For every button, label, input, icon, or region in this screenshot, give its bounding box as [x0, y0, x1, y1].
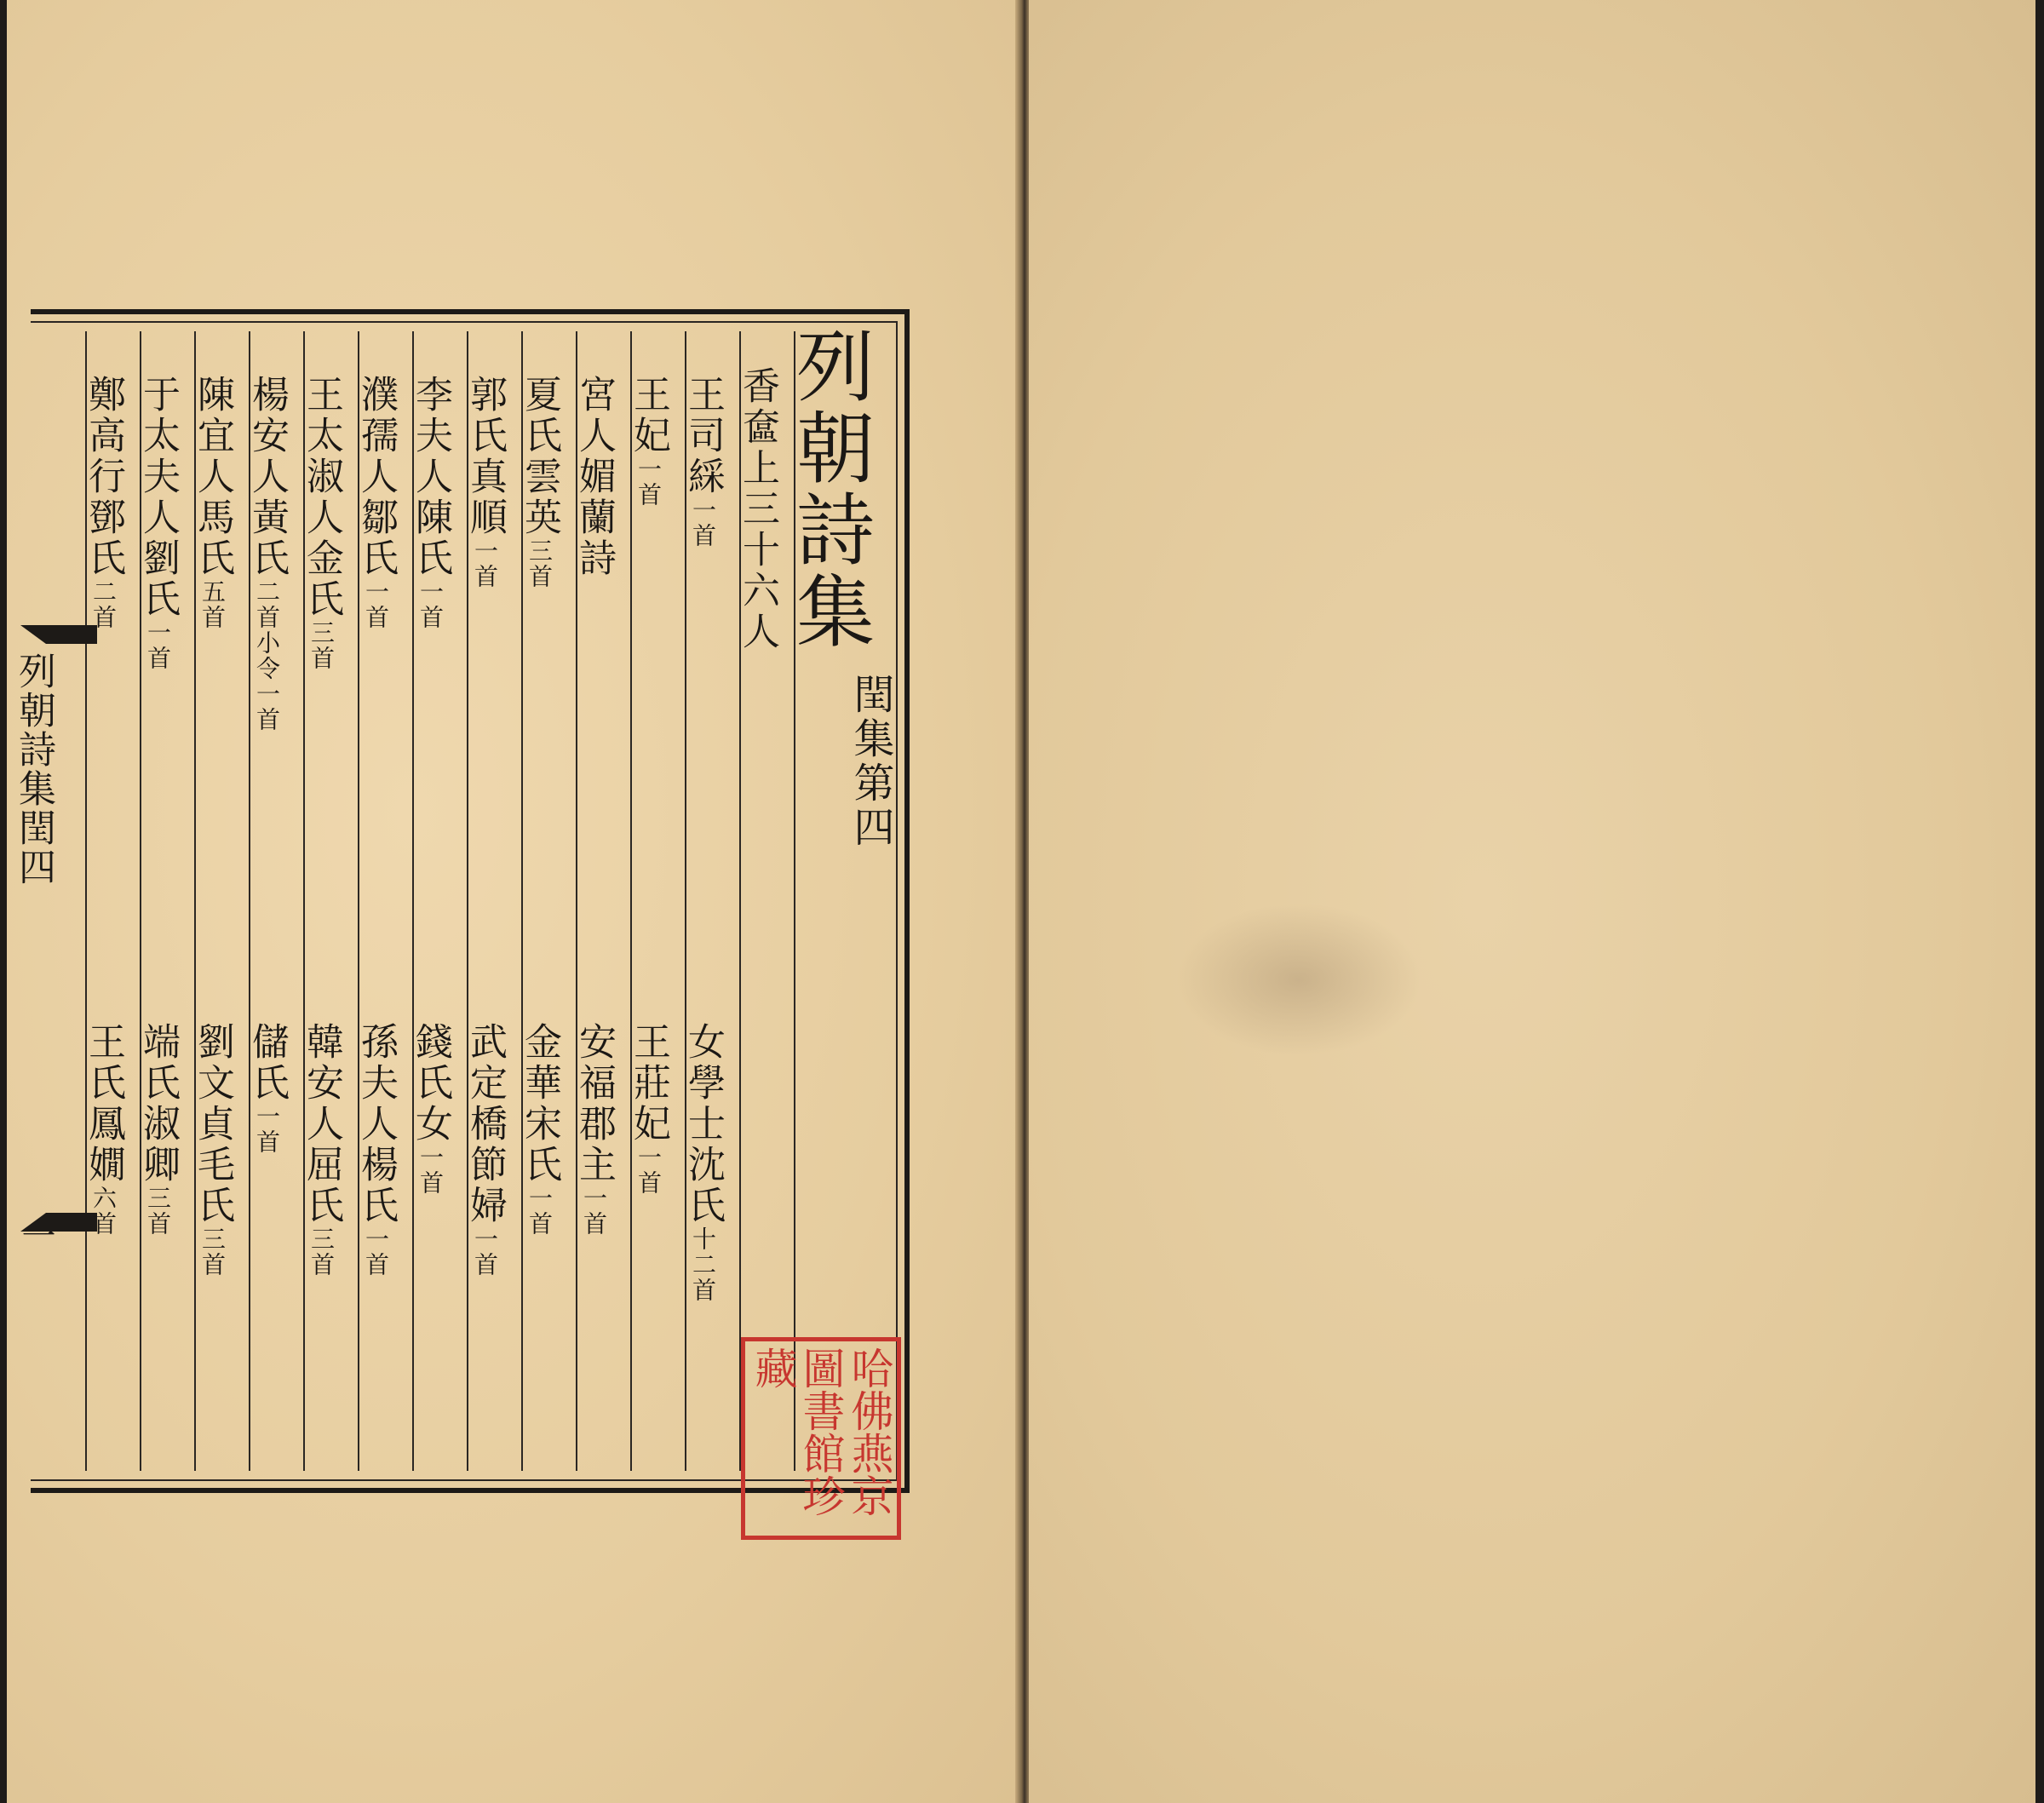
entry-lower: 錢氏女一首 — [409, 1022, 452, 1196]
entry-upper: 宮人媚蘭詩 — [572, 375, 616, 579]
banxin-label: 列朝詩集閏四 — [12, 652, 55, 887]
volume-label: 閏集第四 — [847, 673, 894, 850]
entry-lower: 女學士沈氏十二首 — [681, 1022, 725, 1303]
left-page — [7, 0, 1020, 1803]
entry-upper: 于太夫人劉氏一首 — [136, 375, 180, 671]
entry-upper: 濮孺人鄒氏一首 — [354, 375, 398, 630]
entry-lower: 金華宋氏一首 — [518, 1022, 561, 1237]
entry-lower: 王莊妃一首 — [627, 1022, 670, 1196]
entry-lower: 孫夫人楊氏一首 — [354, 1022, 398, 1278]
entry-upper: 王司綵一首 — [681, 375, 725, 548]
entry-upper: 郭氏真順一首 — [463, 375, 507, 589]
entry-upper: 王妃一首 — [627, 375, 670, 508]
seal-column: 圖書館珍藏 — [748, 1347, 846, 1517]
entry-upper: 李夫人陳氏一首 — [409, 375, 452, 630]
paper-stain — [1175, 903, 1422, 1056]
entry-lower: 劉文貞毛氏三首 — [191, 1022, 234, 1278]
entry-upper: 楊安人黃氏二首小令一首 — [245, 375, 289, 732]
right-page — [1029, 0, 2035, 1803]
entry-upper: 鄭高行鄧氏二首 — [82, 375, 125, 630]
entry-lower: 武定橋節婦一首 — [463, 1022, 507, 1278]
entry-lower: 王氏鳳嫺六首 — [82, 1022, 125, 1237]
entry-upper: 夏氏雲英三首 — [518, 375, 561, 589]
entry-upper: 王太淑人金氏三首 — [300, 375, 343, 671]
seal-column: 哈佛燕京 — [844, 1347, 894, 1517]
entry-lower: 儲氏一首 — [245, 1022, 289, 1155]
leaf-number: 一 — [16, 1218, 55, 1252]
section-header: 香奩上三十六人 — [736, 366, 779, 652]
entry-lower: 安福郡主一首 — [572, 1022, 616, 1237]
library-seal — [741, 1337, 901, 1540]
entry-lower: 端氏淑卿三首 — [136, 1022, 180, 1237]
entry-upper: 陳宜人馬氏五首 — [191, 375, 234, 630]
entry-lower: 韓安人屈氏三首 — [300, 1022, 343, 1278]
book-title: 列朝詩集 — [784, 325, 875, 652]
